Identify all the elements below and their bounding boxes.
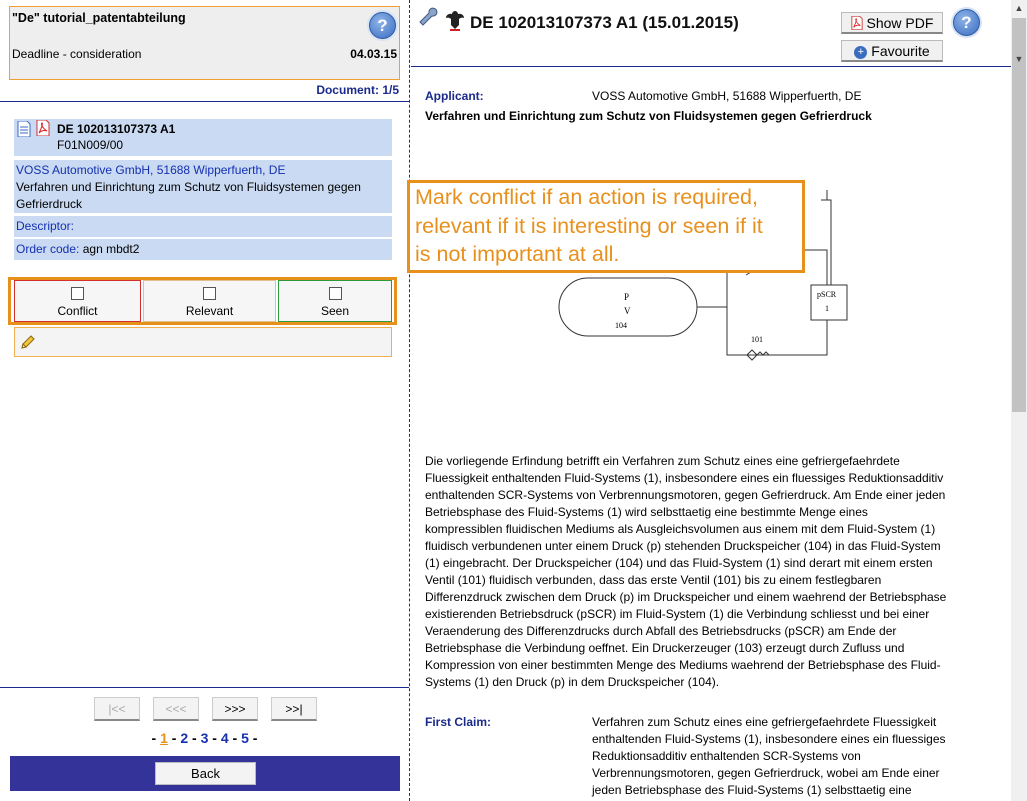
abstract-line: Fluessigkeit enthaltenden Fluid-Systems (1), insbesondere eines ein fluessiges Reduktionsadditiv	[425, 471, 944, 485]
first-claim-text	[592, 714, 992, 799]
order-code-row	[14, 239, 392, 260]
abstract-line: Betriebsphase des Fluid-Systems (1) wird selbsttaetig eine bestimmte Menge eines	[425, 505, 868, 519]
abstract-line: fluidisch verbundenen unter einem Druck (p) stehenden Druckspeicher (104) in das Fluid-System	[425, 539, 941, 553]
document-card-header	[14, 119, 392, 156]
comment-box[interactable]	[14, 327, 392, 357]
claim-line: Reduktionsadditiv enthaltenden SCR-Systems von	[592, 749, 861, 763]
abstract-line: Ventil (101) fluidisch verbunden, dass das erste Ventil (101) bis zu einem festlegbaren	[425, 573, 882, 587]
panel-divider	[409, 0, 410, 801]
abstract-line: Die vorliegende Erfindung betrifft ein Verfahren zum Schutz eines eine gefriergefaehrdete	[425, 454, 900, 468]
favourite-button[interactable]	[841, 40, 943, 62]
card-separator	[54, 156, 392, 158]
seen-label: Seen	[320, 304, 350, 318]
abstract-line: existierenden Betriebsdruck (pSCR) im Fluid-System (1) die Verbindung schliesst und bei einer	[425, 607, 930, 621]
task-header	[9, 6, 400, 80]
pencil-icon[interactable]	[20, 334, 36, 350]
claim-line: Verbrennungsmotoren, gegen Gefrierdruck, wobei am Ende einer	[592, 766, 940, 780]
deadline-date: 04.03.15	[350, 47, 397, 61]
first-claim-label: First Claim:	[425, 715, 492, 729]
favourite-label: Favourite	[871, 43, 930, 59]
divider-line-bottom	[0, 687, 409, 688]
abstract-line: Betriebsphase die Verbindung oeffnet. Ein Druckerzeuger (103) erzeugt durch Zufluss und	[425, 641, 905, 655]
page-link[interactable]: 3	[200, 730, 209, 746]
first-button[interactable]: |<<	[94, 697, 140, 721]
abstract-line: kompressiblen fluidischen Mediums als Ausgleichsvolumen aus einem mit dem Fluid-System (1)	[425, 522, 936, 536]
pdf-icon	[851, 16, 863, 30]
document-header	[411, 0, 1027, 66]
task-title: "De" tutorial_patentabteilung	[12, 11, 186, 25]
abstract	[425, 453, 991, 691]
pdf-icon[interactable]	[36, 120, 50, 136]
help-icon[interactable]: ?	[369, 12, 396, 39]
card-document-number: DE 102013107373 A1	[57, 122, 176, 136]
abstract-line: Differenzdruck zwischen dem Druck (p) im Druckspeicher und einem waehrend der Betriebsphase	[425, 590, 947, 604]
page-link[interactable]: 1	[160, 730, 168, 746]
page-link[interactable]: 2	[180, 730, 189, 746]
show-pdf-button[interactable]	[841, 12, 943, 34]
prev-button[interactable]: <<<	[153, 697, 199, 721]
document-counter: Document: 1/5	[316, 83, 399, 97]
tutorial-callout	[407, 180, 805, 273]
page-link[interactable]: 4	[220, 730, 229, 746]
applicant-value: VOSS Automotive GmbH, 51688 Wipperfuerth, DE	[592, 89, 862, 103]
figure-label-v: V	[624, 306, 631, 316]
claim-line: Verfahren zum Schutz eines eine gefriergefaehrdete Fluessigkeit	[592, 715, 937, 729]
page-link[interactable]: 5	[241, 730, 249, 746]
bottom-bar	[10, 756, 400, 791]
scrollbar[interactable]	[1011, 0, 1027, 801]
abstract-line: Systems (1) den Druck (p) in dem Druckspeicher (104).	[425, 675, 720, 689]
relevant-label: Relevant	[185, 304, 234, 318]
conflict-label: Conflict	[57, 304, 98, 318]
abstract-line: Veraenderung des Differenzdrucks durch Abfall des Betriebsdrucks (pSCR) am Ende der	[425, 624, 897, 638]
callout-line: relevant if it is interesting or seen if it	[415, 213, 763, 238]
right-panel	[411, 0, 1027, 801]
plus-circle-icon: +	[854, 46, 867, 59]
document-card-body	[14, 160, 392, 213]
divider-line	[0, 101, 409, 102]
descriptor-label: Descriptor:	[16, 219, 75, 233]
patent-title: Verfahren und Einrichtung zum Schutz von Fluidsystemen gegen Gefrierdruck	[425, 109, 872, 123]
scroll-down-icon[interactable]: ▼	[1014, 54, 1024, 64]
help-icon[interactable]: ?	[953, 9, 980, 36]
abstract-line: Kompression von einer bestimmten Menge des Mediums waehrend der Betriebsphase des Fluid-	[425, 658, 941, 672]
wrench-icon[interactable]	[419, 7, 441, 29]
document-title: DE 102013107373 A1 (15.01.2015)	[470, 13, 739, 32]
card-title: Verfahren und Einrichtung zum Schutz von Fluidsystemen gegen Gefrierdruck	[16, 180, 361, 211]
back-button[interactable]: Back	[155, 762, 256, 785]
claim-line: jeden Betriebsphase des Fluid-Systems (1) selbsttaetig eine	[592, 783, 912, 797]
deadline-label: Deadline - consideration	[12, 47, 142, 61]
claim-line: enthaltenden Fluid-Systems (1), insbesondere eines ein fluessiges	[592, 732, 946, 746]
card-ipc-class: F01N009/00	[57, 138, 124, 152]
order-code-label: Order code:	[16, 242, 80, 256]
callout-line: is not important at all.	[415, 242, 620, 266]
last-button[interactable]: >>|	[271, 697, 317, 721]
show-pdf-label: Show PDF	[866, 15, 934, 31]
pager: - 1 - 2 - 3 - 4 - 5 -	[151, 730, 258, 746]
abstract-line: enthaltenden SCR-Systems von Verbrennungsmotoren, gegen Gefrierdruck. Am Ende einer jeden	[425, 488, 946, 502]
figure-label-104: 104	[615, 321, 627, 330]
next-button[interactable]: >>>	[212, 697, 258, 721]
header-divider	[411, 66, 1011, 67]
figure-label-101: 101	[751, 335, 763, 344]
rating-highlight-frame	[8, 277, 397, 325]
document-icon[interactable]	[17, 121, 31, 137]
abstract-line: (1) eingebracht. Der Druckspeicher (104) und das Fluid-System (1) sind derart mit einem ersten	[425, 556, 933, 570]
descriptor-row	[14, 216, 392, 237]
figure-label-p: P	[624, 292, 630, 302]
scrollbar-thumb[interactable]	[1012, 18, 1026, 412]
order-code-value: agn mbdt2	[82, 242, 140, 256]
left-panel	[0, 0, 409, 801]
card-applicant: VOSS Automotive GmbH, 51688 Wipperfuerth, DE	[16, 163, 286, 177]
dpma-eagle-icon	[445, 10, 465, 32]
scroll-up-icon[interactable]: ▲	[1014, 3, 1024, 13]
figure-label-pscr: pSCR	[817, 290, 837, 299]
figure-label-1: 1	[825, 304, 829, 313]
callout-line: Mark conflict if an action is required,	[415, 185, 758, 209]
applicant-label: Applicant:	[425, 89, 484, 103]
